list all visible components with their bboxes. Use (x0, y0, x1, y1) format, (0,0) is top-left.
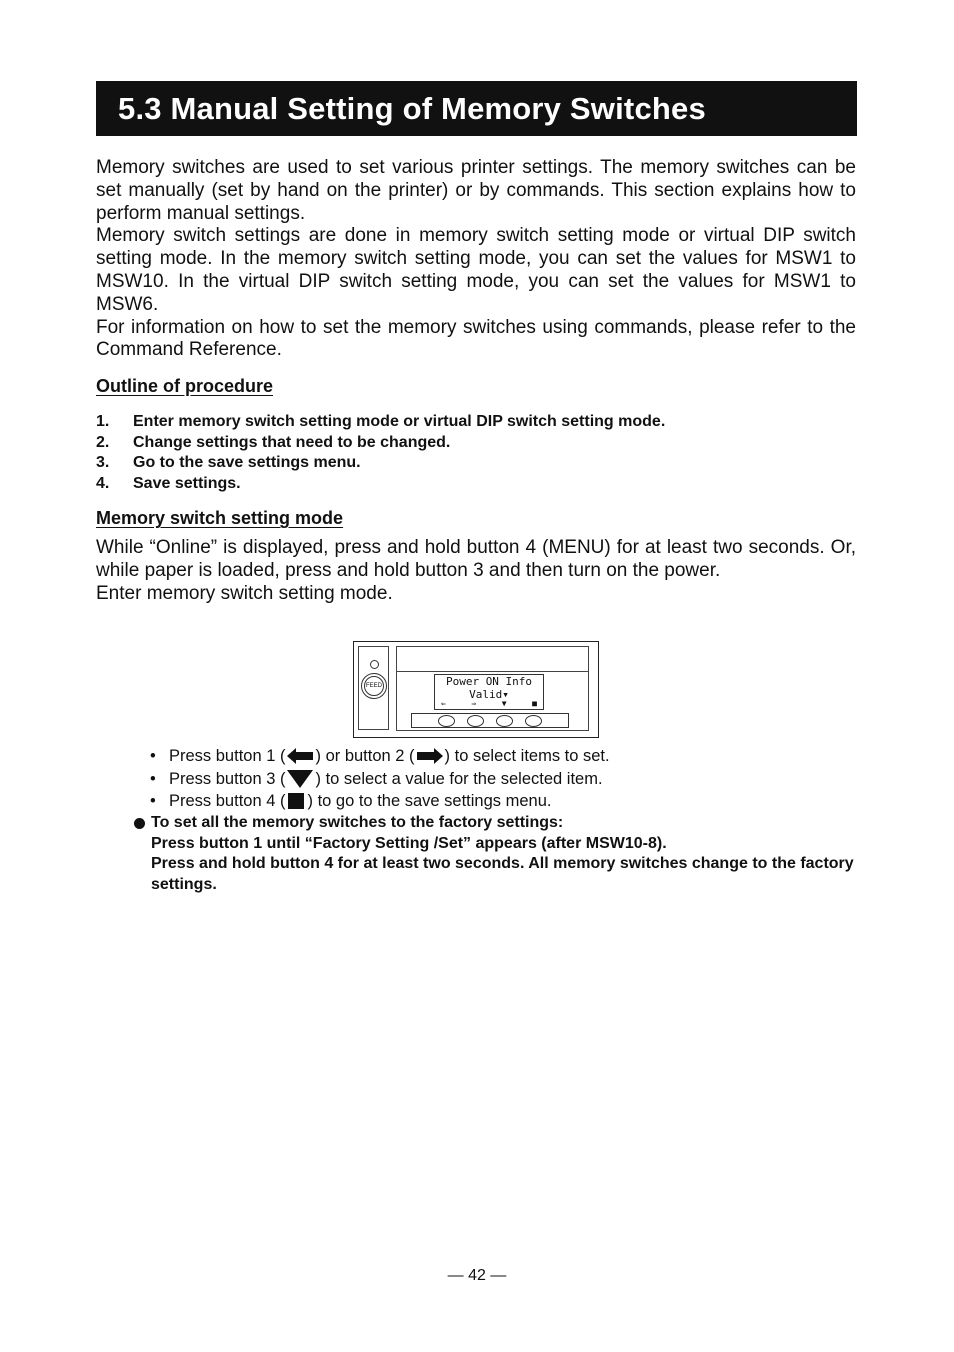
stop-square-icon: ■ (532, 699, 537, 708)
feed-button-icon (361, 673, 387, 699)
left-arrow-icon: ⇐ (441, 699, 446, 708)
panel-left-section (358, 646, 389, 730)
factory-line-2: Press button 1 until “Factory Setting /Set” appears (after MSW10-8). (151, 834, 667, 852)
panel-button-2-icon (467, 715, 484, 727)
button-instructions (150, 745, 850, 813)
intro-paragraph: Memory switch settings are done in memory switch setting mode or virtual DIP switch setting mode. In the memory switch setting mode, you can set the values for MSW1 to MSW10. In the virtual DIP switch setting mode, you can set the values for MSW1 to MSW6. (96, 225, 856, 315)
mode-paragraph: While “Online” is displayed, press and hold button 4 (MENU) for at least two seconds. Or, while paper is loaded, press and hold button 3 and then turn on the power. (96, 537, 856, 581)
right-arrow-icon: ⇒ (471, 699, 477, 708)
lcd-line-1: Power ON Info (445, 675, 533, 688)
mode-text (96, 537, 856, 605)
step-item: 3. Go to the save settings menu. (96, 454, 361, 471)
lcd-icon-row (435, 700, 543, 708)
outline-heading: Outline of procedure (96, 376, 274, 396)
feed-label: FEED (364, 676, 384, 696)
left-arrow-icon (287, 748, 313, 764)
factory-line-1: To set all the memory switches to the factory settings: (151, 814, 564, 831)
down-triangle-icon (287, 770, 313, 788)
factory-settings-note (134, 813, 856, 895)
step-item: 4. Save settings. (96, 474, 241, 492)
intro-text (96, 157, 856, 362)
down-arrow-icon: ▼ (501, 699, 507, 708)
panel-button-3-icon (496, 715, 513, 727)
factory-line-3: Press and hold button 4 for at least two seconds. All memory switches change to the factory settings. (151, 855, 854, 893)
mode-paragraph: Enter memory switch setting mode. (96, 582, 393, 604)
right-arrow-icon (417, 748, 443, 764)
instruction-item: • Press button 1 ( ) or button 2 ( ) to select items to set. (150, 747, 610, 765)
panel-button-4-icon (525, 715, 542, 727)
intro-paragraph: Memory switches are used to set various printer settings. The memory switches can be set manually (set by hand on the printer) or by commands. This section explains how to perform manual settings. (96, 157, 856, 224)
operation-panel-illustration (353, 641, 599, 738)
instruction-item: • Press button 3 ( ) to select a value for the selected item. (150, 769, 603, 788)
page-number: — 42 — (447, 1267, 507, 1284)
lcd-line-2: Valid▾ (469, 688, 509, 701)
lcd-display (434, 674, 544, 710)
panel-divider (397, 671, 588, 672)
step-item: 2. Change settings that need to be changed. (96, 433, 451, 451)
panel-button-row (411, 713, 569, 728)
panel-display-section (396, 646, 589, 731)
bullet-dot-icon (134, 818, 145, 829)
power-led-icon (370, 660, 379, 669)
mode-heading: Memory switch setting mode (96, 508, 344, 528)
panel-button-1-icon (438, 715, 455, 727)
step-item: 1. Enter memory switch setting mode or virtual DIP switch setting mode. (96, 413, 666, 430)
intro-paragraph: For information on how to set the memory switches using commands, please refer to the Command Reference. (96, 316, 856, 361)
procedure-steps (96, 412, 856, 494)
instruction-item: • Press button 4 ( ) to go to the save settings menu. (150, 792, 552, 810)
stop-square-icon (288, 793, 304, 809)
section-heading: 5.3 Manual Setting of Memory Switches (96, 81, 857, 136)
